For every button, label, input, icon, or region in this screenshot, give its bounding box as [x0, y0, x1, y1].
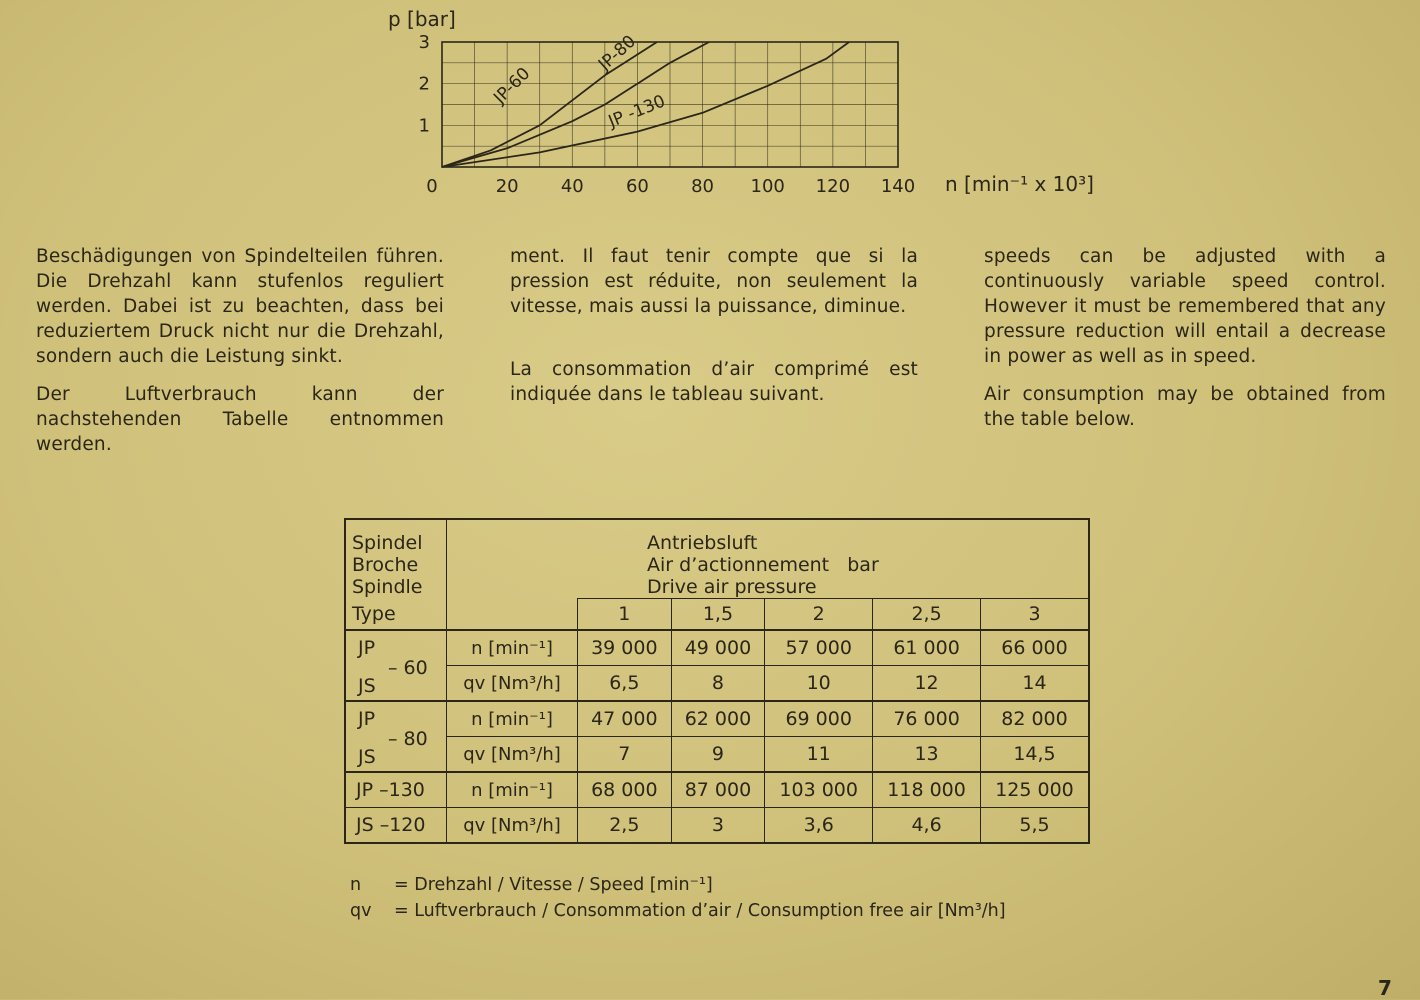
- spindle-header: [345, 519, 447, 599]
- table-row: [345, 666, 1089, 702]
- table-cell: 49 000: [671, 630, 765, 666]
- table-cell: 82 000: [981, 701, 1090, 737]
- type-jp: JP: [358, 707, 376, 730]
- x-tick-label: 20: [495, 176, 519, 197]
- unit-cell: n [min⁻¹]: [447, 772, 578, 808]
- table-cell: 3,6: [765, 808, 873, 844]
- unit-cell: qv [Nm³/h]: [447, 737, 578, 773]
- pressure-value: 1,5: [671, 599, 765, 631]
- table-cell: 118 000: [873, 772, 981, 808]
- chart-grid: [442, 42, 898, 167]
- series-label: JP -130: [605, 91, 669, 133]
- spindle-label-fr: Broche: [352, 554, 419, 576]
- table-cell: 14,5: [981, 737, 1090, 773]
- table-cell: 39 000: [578, 630, 672, 666]
- text-column-english: [984, 244, 1386, 445]
- chart-xlabel: n [min⁻¹ x 10³]: [945, 172, 1094, 196]
- table-cell: 103 000: [765, 772, 873, 808]
- legend-text: = Drehzahl / Vitesse / Speed [min⁻¹]: [394, 875, 713, 895]
- en-paragraph-1: speeds can be adjusted with a continuously variable speed control. However it must be remembered that any pressure reduction will entail a decrease in power as well as in speed.: [984, 246, 1386, 367]
- spindle-type-js120: JS –120: [345, 808, 447, 844]
- type-label: Type: [345, 599, 447, 631]
- x-tick-label: 0: [426, 176, 438, 197]
- table-cell: 9: [671, 737, 765, 773]
- x-tick-label: 100: [750, 176, 785, 197]
- pressure-speed-chart: [380, 0, 1100, 200]
- series-label: JP-80: [594, 31, 640, 75]
- series-label: JP-60: [490, 63, 535, 109]
- pressure-value: 1: [578, 599, 672, 631]
- text-column-french: [510, 244, 918, 420]
- table-cell: 125 000: [981, 772, 1090, 808]
- x-tick-label: 60: [625, 176, 649, 197]
- spindle-label-en: Spindle: [352, 576, 423, 598]
- table-cell: 13: [873, 737, 981, 773]
- table-cell: 62 000: [671, 701, 765, 737]
- spindle-type-60: [345, 630, 447, 701]
- pressure-value: 3: [981, 599, 1090, 631]
- x-tick-label: 140: [880, 176, 916, 197]
- legend-item-qv: [350, 898, 1006, 924]
- x-tick-label: 120: [815, 176, 851, 197]
- table-cell: 14: [981, 666, 1090, 702]
- unit-cell: n [min⁻¹]: [447, 630, 578, 666]
- y-tick-label: 1: [418, 115, 430, 137]
- table-cell: 76 000: [873, 701, 981, 737]
- type-size: – 80: [388, 727, 428, 750]
- y-tick-label: 2: [418, 73, 430, 95]
- table-cell: 69 000: [765, 701, 873, 737]
- table-cell: 3: [671, 808, 765, 844]
- unit-cell: qv [Nm³/h]: [447, 808, 578, 844]
- table-cell: 61 000: [873, 630, 981, 666]
- spindle-label-de: Spindel: [352, 532, 423, 554]
- pressure-value: 2,5: [873, 599, 981, 631]
- x-tick-label: 40: [560, 176, 584, 197]
- y-tick-label: 3: [418, 32, 430, 53]
- table-cell: 5,5: [981, 808, 1090, 844]
- unit-cell: n [min⁻¹]: [447, 701, 578, 737]
- table-cell: 6,5: [578, 666, 672, 702]
- chart-x-ticks: [426, 176, 915, 197]
- table-cell: 87 000: [671, 772, 765, 808]
- table-row: [345, 772, 1089, 808]
- table-cell: 10: [765, 666, 873, 702]
- chart-ylabel: p [bar]: [388, 7, 456, 31]
- table-cell: 68 000: [578, 772, 672, 808]
- table-legend: [350, 872, 1006, 924]
- legend-symbol: n: [350, 875, 362, 895]
- de-paragraph-2: Der Luftverbrauch kann der nachstehenden Tabelle entnommen werden.: [36, 384, 444, 455]
- table-row: [345, 630, 1089, 666]
- table-cell: 8: [671, 666, 765, 702]
- pressure-title-fr: Air d’actionnement bar: [647, 554, 879, 576]
- table-cell: 47 000: [578, 701, 672, 737]
- spindle-type-jp130: JP –130: [345, 772, 447, 808]
- table-cell: 66 000: [981, 630, 1090, 666]
- legend-symbol: qv: [350, 901, 372, 921]
- chart-series: [442, 31, 849, 167]
- table-cell: 7: [578, 737, 672, 773]
- unit-cell: qv [Nm³/h]: [447, 666, 578, 702]
- table-cell: 11: [765, 737, 873, 773]
- type-size: – 60: [388, 656, 428, 679]
- legend-text: = Luftverbrauch / Consommation d’air / Consumption free air [Nm³/h]: [394, 901, 1006, 921]
- legend-item-n: [350, 872, 1006, 898]
- fr-paragraph-1: ment. Il faut tenir compte que si la pression est réduite, non seulement la vitesse, mais aussi la puissance, diminue.: [510, 246, 918, 317]
- air-consumption-table: [344, 518, 1090, 844]
- en-paragraph-2: Air consumption may be obtained from the table below.: [984, 384, 1386, 430]
- type-jp: JP: [358, 636, 376, 659]
- text-column-german: [36, 244, 444, 470]
- pressure-value: 2: [765, 599, 873, 631]
- table-cell: 57 000: [765, 630, 873, 666]
- spindle-type-80: [345, 701, 447, 772]
- table-cell: 12: [873, 666, 981, 702]
- unit-header-blank: [447, 599, 578, 631]
- page-number: 7: [1378, 976, 1392, 1000]
- pressure-header: [447, 519, 1090, 599]
- de-paragraph-1: Beschädigungen von Spindelteilen führen. Die Drehzahl kann stufenlos reguliert werden. Dabei ist zu beachten, dass bei reduziertem Druck nicht nur die Drehzahl, sondern auch die Leistung sinkt.: [36, 246, 444, 367]
- x-tick-label: 80: [691, 176, 715, 197]
- table-row: [345, 737, 1089, 773]
- table-row: [345, 808, 1089, 844]
- chart-y-ticks: [419, 32, 430, 136]
- type-js: JS: [358, 674, 376, 697]
- type-js: JS: [358, 745, 376, 768]
- table-cell: 2,5: [578, 808, 672, 844]
- fr-paragraph-2: La consommation d’air comprimé est indiquée dans le tableau suivant.: [510, 359, 918, 405]
- table-cell: 4,6: [873, 808, 981, 844]
- table-row: [345, 701, 1089, 737]
- pressure-title-en: Drive air pressure: [647, 576, 817, 598]
- pressure-title-de: Antriebsluft: [647, 532, 758, 554]
